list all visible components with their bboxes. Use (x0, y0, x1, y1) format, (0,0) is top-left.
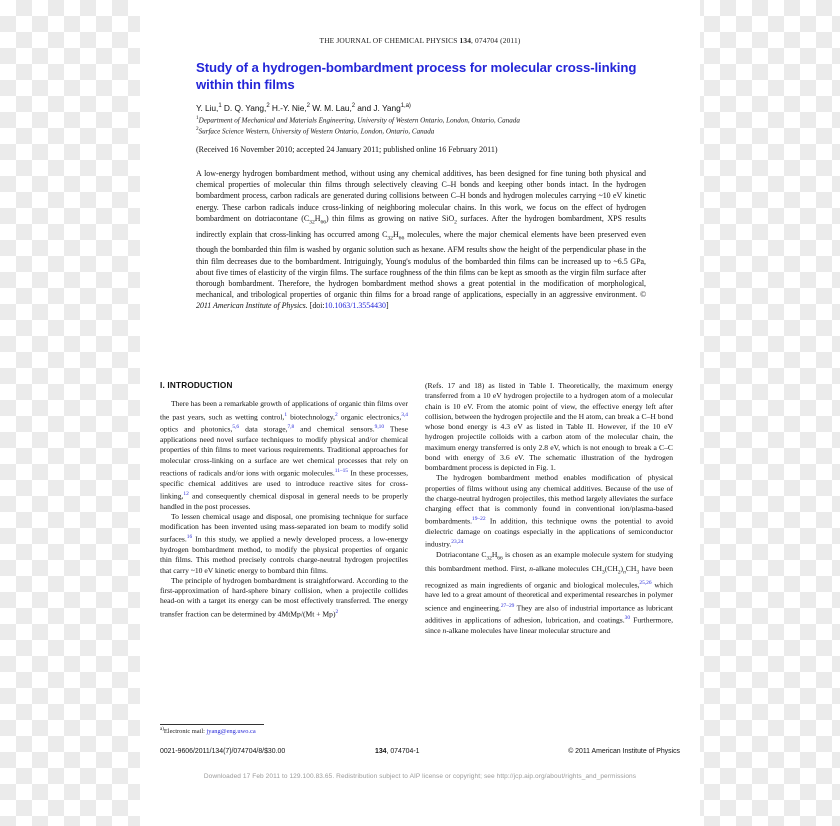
doi-link[interactable]: 10.1063/1.3554430 (324, 301, 386, 311)
journal-article-id: 074704 (475, 36, 499, 45)
download-banner: Downloaded 17 Feb 2011 to 129.100.83.65. Redistribution subject to AIP license or copyright; see http://jcp.aip.org/about/rights_and_permissions (203, 773, 637, 780)
footnote (160, 727, 408, 735)
paragraph: (Refs. 17 and 18) as listed in Table I. Theoretically, the maximum energy transferred from a 10 eV hydrogen projectile to a hydrogen atom of a molecular chain is 10 eV. From the atomic point of view, the effective energy left after collision, between the hydrogen projectile and the H atom, can break a C–H bond whose bond energy is 4.3 eV as listed in Table II. However, if the 10 eV hydrogen projectile colloids with a carbon atom of the molecular chain, the maximum energy transferred is only 2.8 eV, which is not enough to break a C–C bond with energy of 3.6 eV. The schematic illustration of the hydrogen bombardment process is depicted in Fig. 1. (425, 381, 673, 472)
document-page (140, 0, 700, 826)
received-line: (Received 16 November 2010; accepted 24 January 2011; published online 16 February 2011) (196, 145, 498, 154)
page-title: Study of a hydrogen-bombardment process for molecular cross-linking within thin films (196, 60, 637, 92)
footer-issn: 0021-9606/2011/134(7)/074704/8/$30.00 (160, 748, 286, 755)
journal-running-head (140, 36, 700, 45)
footnote-email[interactable]: jyang@eng.uwo.ca (206, 728, 256, 736)
footnote-marker: a) (160, 727, 164, 732)
author-list (196, 103, 666, 113)
affiliation-2: $^2$Surface Science Western, University of Western Ontario, London, Ontario, Canada (196, 125, 435, 136)
column-right (425, 381, 673, 636)
section-heading-introduction: I. INTRODUCTION (160, 381, 233, 390)
affiliation-2-text: Surface Science Western, University of Western Ontario, London, Ontario, Canada (198, 127, 435, 136)
paragraph: Dotriacontane $C_{32}H_{66}$ is chosen as an example molecule system for studying this bombardment method. First, n-alkane molecules $CH_3(CH_2)_nCH_3$ have been recognized as main ingredients of organic and biological molecules,$^{25,26}$ which have led to a great amount of theoretical and experimental researches in polymer science and engineering.$^{27-29}$ They are also of industrial importance as lubricant additives in applications of adhesion, lubrication, and coatings.$^{30}$ Furthermore, since n-alkane molecules have linear molecular structure and (425, 550, 674, 636)
footnote-rule (160, 724, 264, 725)
abstract-body: A low-energy hydrogen bombardment method, without using any chemical additives, has been designed for fine tuning both physical and chemical properties of molecular thin films through selectively cleaving C–H bonds and keeping other bonds intact. In the hydrogen bombardment process, carbon radicals are generated during collisions between C–H bonds and hydrogen molecules carrying ~10 eV kinetic energy. These carbon radicals induce cross-linking of neighboring molecular chains. In this work, we focus on the effect of hydrogen bombardment on dotriacontane $(C_{32}H_{66})$ thin films as growing on native SiO$_2$ surfaces. After the hydrogen bombardment, XPS results indirectly explain that cross-linking has occurred among $C_{32}H_{66}$ molecules, where the major chemical elements have been preserved even though the bombarded thin film is washed by organic solution such as hexane. AFM results show the height of the perpendicular phase in the thin film decreases due to the bombardment. Intriguingly, Young's modulus of the bombarded thin films can be increased up to ~6.5 GPa, about five times of elasticity of the virgin films. The surface roughness of the thin films can be kept as smooth as the virgin film surface after thorough bombardment. Therefore, the hydrogen bombardment method shows a great potential in the modification of morphological, mechanical, and tribological properties of organic thin films for a broad range of applications, especially in an aggressive environment. (196, 169, 647, 300)
abstract-credit: © 2011 American Institute of Physics. (196, 290, 646, 311)
footer-copyright: © 2011 American Institute of Physics (568, 748, 680, 755)
footer-bibliographic-line (160, 748, 680, 759)
footer-article-page: , 074704-1 (386, 748, 420, 755)
abstract-doi-close: ] (385, 301, 389, 311)
author-list-text: Y. Liu,$^1$ D. Q. Yang,$^2$ H.-Y. Nie,$^2$ W. M. Lau,$^2$ and J. Yang$^{1,a)}$ (196, 103, 411, 113)
footnote-text: Electronic mail: (163, 728, 207, 736)
footer-volume: 134 (375, 748, 387, 755)
journal-name: THE JOURNAL OF CHEMICAL PHYSICS (319, 36, 458, 45)
paragraph: The hydrogen bombardment method enables modification of physical properties of films without using any chemical additives. Because of the use of the charge-neutral hydrogen projectiles, this method largely alleviates the surface charging effect that is commonly found in conventional ion/plasma-based bombardments.$^{19-22}$ In addition, this technique owns the potential to avoid dielectric damage on coatings especially in the applications of semiconductor industry.$^{23,24}$ (425, 473, 673, 549)
affiliation-list (196, 114, 616, 136)
abstract (196, 168, 646, 312)
paragraph: The principle of hydrogen bombardment is straightforward. According to the first-approximation of hard-sphere binary collision, when a projectile collides head-on with a target its energy can be most effectively transferred. The energy transfer fraction can be determined by 4MtMp/(Mt + Mp)$^2$ (160, 575, 408, 619)
abstract-doi-label: [doi: (309, 301, 325, 311)
journal-comma: , (471, 36, 476, 45)
journal-year: (2011) (500, 36, 521, 45)
affiliation-1: $^1$Department of Mechanical and Materials Engineering, University of Western Ontario, London, Ontario, Canada (196, 115, 520, 125)
affiliation-1-text: Department of Mechanical and Materials Engineering, University of Western Ontario, London, Ontario, Canada (198, 116, 520, 125)
footer-page-number (375, 748, 419, 755)
paragraph: To lessen chemical usage and disposal, one promising technique for surface modification has been invented using mass-separated ion beam to modify solid surfaces.$^{16}$ In this study, we applied a newly developed process, a low-energy hydrogen bombardment method, to modify the physical properties of organic thin films. This method precisely controls charge-neutral hydrogen projectiles that carry ~10 eV kinetic energy to bombard thin films. (160, 511, 408, 575)
paragraph: There has been a remarkable growth of applications of organic thin films over the past years, such as wetting control,$^1$ biotechnology,$^2$ organic electronics,$^{3,4}$ optics and photonics,$^{5,6}$ data storage,$^{7,8}$ and chemical sensors.$^{9,10}$ These applications need novel surface techniques to modify physical and/or chemical properties of thin films to meet various requirements. Traditional approaches for molecular cross-linking on a surface are wet chemical processes that rely on reactions of radicals and/or ions with organic molecules.$^{11-15}$ In these processes, specific chemical additives are used to introduce reactive sites for cross-linking,$^{12}$ and consequently chemical disposal in general needs to be properly handled in the post processes. (160, 399, 408, 511)
column-left (160, 381, 408, 619)
journal-volume: 134 (459, 36, 472, 45)
